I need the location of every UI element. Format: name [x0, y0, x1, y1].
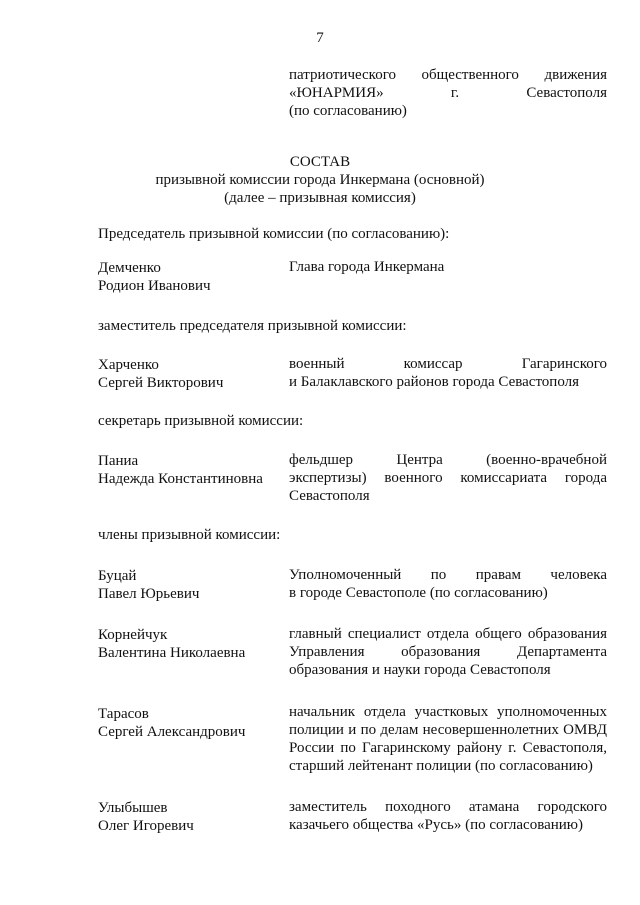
member-surname: Демченко [98, 260, 161, 276]
member-name [98, 626, 288, 662]
member-surname: Улыбышев [98, 800, 168, 816]
role-line: образования и науки города Севастополя [289, 662, 551, 678]
carryover-line: (по согласованию) [289, 103, 407, 119]
member-role [289, 703, 607, 775]
member-given-name: Сергей Александрович [98, 724, 246, 740]
section-heading-members: члены призывной комиссии: [98, 527, 281, 543]
section-heading-deputy: заместитель председателя призывной комиссии: [98, 318, 407, 334]
member-role [289, 258, 607, 276]
carryover-text [289, 66, 607, 120]
member-surname: Тарасов [98, 706, 149, 722]
member-surname: Буцай [98, 568, 137, 584]
carryover-line: патриотического общественного движения [289, 67, 607, 83]
member-name [98, 259, 288, 295]
role-line: и Балаклавского районов города Севастополя [289, 374, 580, 390]
member-role [289, 566, 607, 602]
member-name [98, 452, 288, 488]
member-role [289, 355, 607, 391]
member-given-name: Валентина Николаевна [98, 645, 246, 661]
member-given-name: Родион Иванович [98, 278, 211, 294]
member-surname: Паниа [98, 453, 139, 469]
member-name [98, 705, 288, 741]
member-role [289, 798, 607, 834]
role-line: главный специалист отдела общего образования [289, 626, 607, 642]
document-title [0, 153, 640, 207]
member-role [289, 451, 607, 505]
member-given-name: Олег Игоревич [98, 818, 194, 834]
role-line: полиции и по делам несовершеннолетних ОМВД [289, 722, 607, 738]
member-name [98, 567, 288, 603]
role-line: старший лейтенант полиции (по согласованию) [289, 758, 593, 774]
member-role [289, 625, 607, 679]
role-line: казачьего общества «Русь» (по согласованию) [289, 817, 584, 833]
role-line: начальник отдела участковых уполномоченных [289, 704, 607, 720]
role-line: России по Гагаринскому району г. Севастополя, [289, 740, 607, 756]
role-line: Севастополя [289, 488, 370, 504]
page-number: 7 [316, 30, 324, 46]
role-line: военный комиссар Гагаринского [289, 356, 607, 372]
role-line: заместитель походного атамана городского [289, 799, 607, 815]
role-line: Глава города Инкермана [289, 259, 445, 275]
title-line: призывной комиссии города Инкермана (основной) [155, 172, 485, 188]
role-line: экспертизы) военного комиссариата города [289, 470, 607, 486]
role-line: в городе Севастополе (по согласованию) [289, 585, 548, 601]
carryover-line: «ЮНАРМИЯ» г. Севастополя [289, 85, 607, 101]
member-name [98, 799, 288, 835]
title-line: (далее – призывная комиссия) [224, 190, 416, 206]
role-line: Уполномоченный по правам человека [289, 567, 607, 583]
member-given-name: Сергей Викторович [98, 375, 224, 391]
role-line: Управления образования Департамента [289, 644, 607, 660]
member-given-name: Надежда Константиновна [98, 471, 263, 487]
member-given-name: Павел Юрьевич [98, 586, 200, 602]
section-heading-secretary: секретарь призывной комиссии: [98, 413, 304, 429]
section-heading-chairman: Председатель призывной комиссии (по согласованию): [98, 226, 450, 242]
member-surname: Корнейчук [98, 627, 168, 643]
member-surname: Харченко [98, 357, 159, 373]
title-heading: СОСТАВ [289, 154, 351, 170]
member-name [98, 356, 288, 392]
role-line: фельдшер Центра (военно-врачебной [289, 452, 607, 468]
